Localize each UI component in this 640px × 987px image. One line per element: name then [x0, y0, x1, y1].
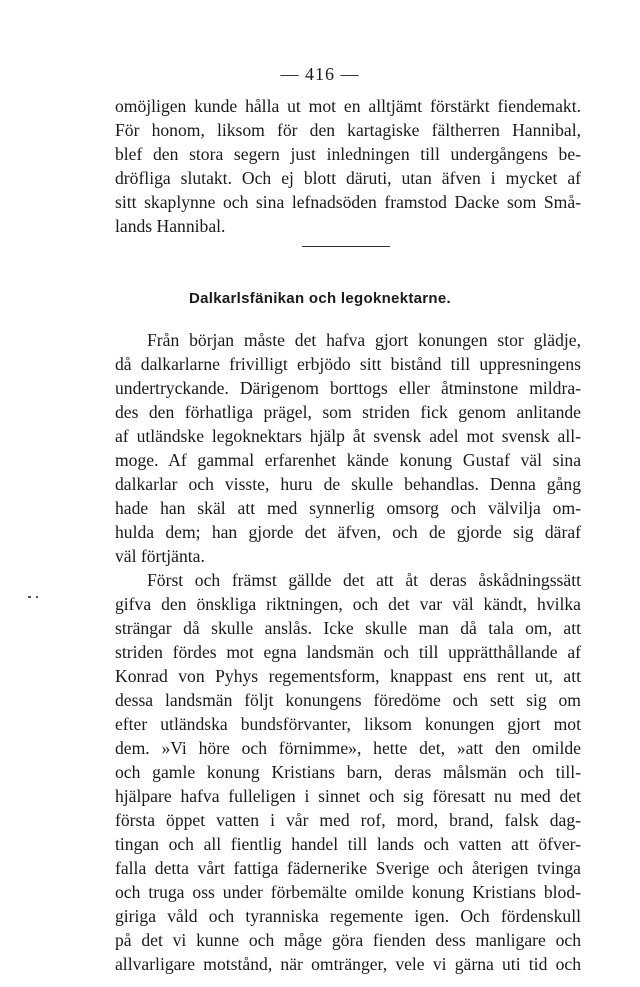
text-line: Från början måste det hafva gjort konungen stor glädje,	[147, 330, 581, 350]
text-line: Konrad von Pyhys regementsform, knappast ens rent ut, att	[115, 666, 581, 686]
text-line: Först och främst gällde det att åt deras åskådningssätt	[147, 570, 581, 590]
text-line: och truga oss under förbemälte omilde konung Kristians blod-	[115, 882, 581, 902]
text-line: och gamle konung Kristians barn, deras målsmän och till-	[115, 762, 581, 782]
text-line: omöjligen kunde hålla ut mot en alltjämt förstärkt fiendemakt.	[115, 96, 581, 116]
text-line: första öppet vatten i vår med rof, mord, brand, falsk dag-	[115, 810, 581, 830]
text-line: väl förtjänta.	[115, 546, 205, 566]
text-line: hulda dem; han gjorde det äfven, och de gjorde sig däraf	[115, 522, 581, 542]
text-line: undertryckande. Därigenom borttogs eller åtminstone mildra-	[115, 378, 581, 398]
text-line: hade han skäl att med synnerlig omsorg och välvilja om-	[115, 498, 581, 518]
text-line: dalkarlar och visste, huru de skulle behandlas. Denna gång	[115, 474, 581, 494]
text-line: allvarligare motstånd, när omtränger, vele vi gärna uti tid och	[115, 954, 581, 974]
text-line: För honom, liksom för den kartagiske fältherren Hannibal,	[115, 120, 581, 140]
page-number: — 416 —	[280, 64, 360, 84]
text-line: dröfliga slutakt. Och ej blott däruti, utan äfven i mycket af	[115, 168, 581, 188]
text-line: sitt skaplynne och sina lefnadsöden framstod Dacke som Små-	[115, 192, 581, 212]
scan-speck	[36, 596, 38, 598]
text-line: dem. »Vi höre och förnimme», hette det, »att den omilde	[115, 738, 581, 758]
text-line: moge. Af gammal erfarenhet kände konung Gustaf väl sina	[115, 450, 581, 470]
text-line: tingan och all fientlig handel till lands och vatten att öfver-	[115, 834, 581, 854]
text-line: falla detta vårt fattiga fädernerike Sverige och återigen tvinga	[115, 858, 581, 878]
text-line: hjälpare hafva fulleligen i sinnet och sig föresatt nu med det	[115, 786, 581, 806]
section-heading: Dalkarlsfänikan och legoknektarne.	[189, 290, 451, 307]
text-line: giriga våld och tyranniska regemente igen. Och fördenskull	[115, 906, 581, 926]
text-line: des den förhatliga prägel, som striden fick genom anlitande	[115, 402, 581, 422]
section-divider	[302, 246, 390, 247]
text-line: då dalkarlarne frivilligt erbjödo sitt bistånd till uppresningens	[115, 354, 581, 374]
text-line: lands Hannibal.	[115, 216, 226, 236]
text-line: dessa landsmän följt konungens föredöme och sett sig om	[115, 690, 581, 710]
text-line: striden fördes mot egna landsmän och till upprätthållande af	[115, 642, 581, 662]
text-line: strängar då skulle anslås. Icke skulle man då tala om, att	[115, 618, 581, 638]
text-line: på det vi kunne och måge göra fienden dess manligare och	[115, 930, 581, 950]
text-line: efter utländska bundsförvanter, liksom konungen gjort mot	[115, 714, 581, 734]
scan-speck	[28, 596, 31, 598]
text-line: blef den stora segern just inledningen till undergångens be-	[115, 144, 581, 164]
text-line: gifva den önskliga riktningen, och det var väl kändt, hvilka	[115, 594, 581, 614]
text-line: af utländske legoknektars hjälp åt svensk adel mot svensk all-	[115, 426, 581, 446]
